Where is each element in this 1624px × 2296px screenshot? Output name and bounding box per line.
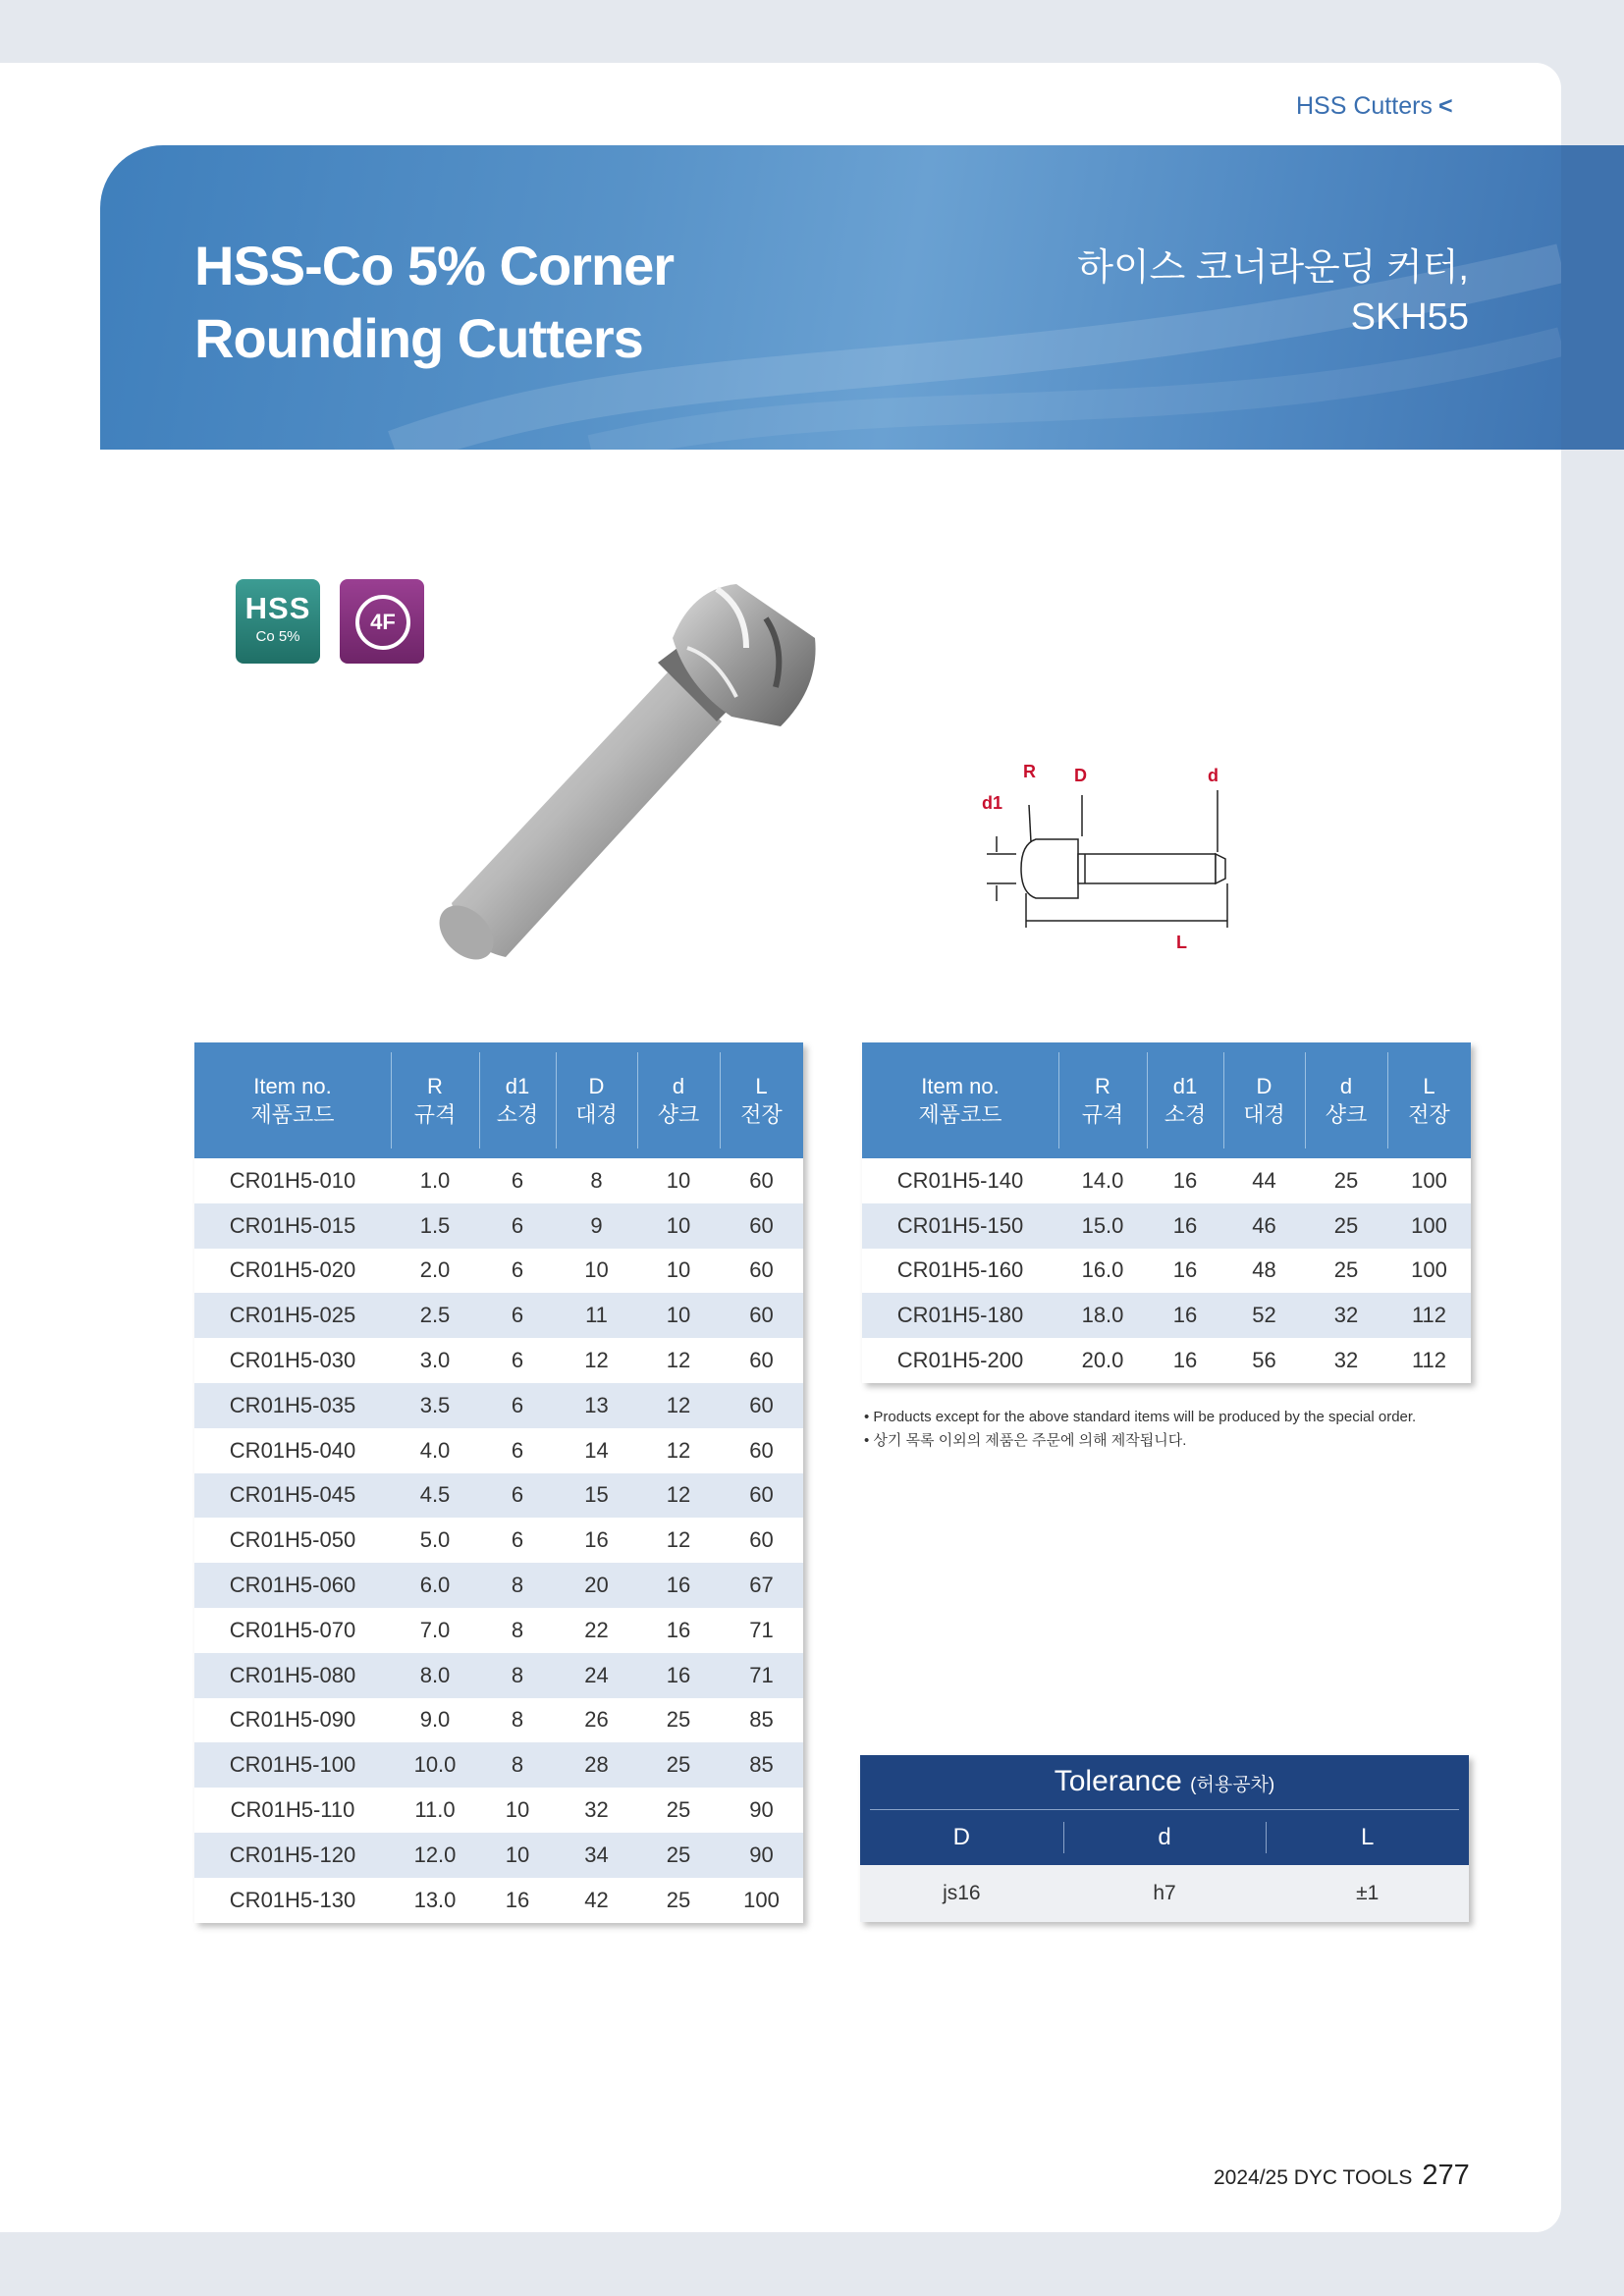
chevron-left-icon: < — [1437, 92, 1453, 120]
page-number: 277 — [1422, 2160, 1470, 2191]
spec-cell: 67 — [720, 1563, 803, 1608]
column-header-en: d — [672, 1074, 685, 1098]
table-row — [194, 1833, 803, 1878]
column-header-ko: 대경 — [1243, 1102, 1285, 1127]
section-label: HSS Cutters — [1296, 92, 1433, 120]
table-body — [862, 1158, 1471, 1383]
column-header — [556, 1042, 637, 1158]
item-code-cell: CR01H5-130 — [194, 1878, 391, 1923]
item-code-cell: CR01H5-040 — [194, 1428, 391, 1473]
cutter-product-image — [422, 579, 835, 972]
spec-cell: 60 — [720, 1383, 803, 1428]
tolerance-value-L: ±1 — [1356, 1882, 1380, 1904]
column-header-en: d — [1339, 1074, 1353, 1098]
spec-cell: 71 — [720, 1608, 803, 1653]
table-row — [194, 1653, 803, 1698]
column-header-ko: 규격 — [413, 1102, 457, 1127]
table-row — [194, 1878, 803, 1923]
spec-cell: 32 — [1305, 1293, 1387, 1338]
spec-cell: 100 — [1387, 1203, 1471, 1249]
column-header — [720, 1042, 803, 1158]
spec-cell: 25 — [1305, 1158, 1387, 1203]
spec-cell: 8 — [479, 1653, 556, 1698]
spec-cell: 12 — [637, 1518, 720, 1563]
spec-cell: 56 — [1223, 1338, 1305, 1383]
spec-cell: 8.0 — [391, 1653, 479, 1698]
spec-cell: 6 — [479, 1383, 556, 1428]
spec-cell: 10 — [637, 1158, 720, 1203]
column-header-ko: 전장 — [740, 1102, 783, 1127]
spec-cell: 15.0 — [1058, 1203, 1147, 1249]
spec-cell: 8 — [556, 1158, 637, 1203]
tolerance-value-D: js16 — [943, 1882, 981, 1904]
table-row — [194, 1249, 803, 1294]
column-header-en: L — [755, 1074, 768, 1098]
hss-co5-badge — [236, 579, 320, 664]
spec-cell: 10 — [637, 1293, 720, 1338]
spec-cell: 25 — [637, 1833, 720, 1878]
table-row — [862, 1158, 1471, 1203]
spec-cell: 71 — [720, 1653, 803, 1698]
table-row — [194, 1698, 803, 1743]
dimension-label-L: L — [1176, 933, 1187, 952]
column-header — [1387, 1042, 1471, 1158]
spec-cell: 6 — [479, 1203, 556, 1249]
spec-cell: 16 — [556, 1518, 637, 1563]
item-code-cell: CR01H5-090 — [194, 1698, 391, 1743]
column-header-en: L — [1423, 1074, 1435, 1098]
spec-cell: 18.0 — [1058, 1293, 1147, 1338]
table-row — [194, 1608, 803, 1653]
table-row — [862, 1249, 1471, 1294]
column-header-ko: 소경 — [496, 1102, 539, 1127]
spec-cell: 6 — [479, 1249, 556, 1294]
item-code-cell: CR01H5-060 — [194, 1563, 391, 1608]
spec-cell: 9.0 — [391, 1698, 479, 1743]
spec-cell: 12 — [637, 1383, 720, 1428]
page-edge-tab — [1561, 145, 1624, 450]
spec-cell: 60 — [720, 1249, 803, 1294]
spec-cell: 14 — [556, 1428, 637, 1473]
spec-cell: 34 — [556, 1833, 637, 1878]
spec-cell: 112 — [1387, 1338, 1471, 1383]
column-header — [862, 1042, 1058, 1158]
item-code-cell: CR01H5-030 — [194, 1338, 391, 1383]
table-row — [194, 1293, 803, 1338]
column-divider — [1223, 1052, 1224, 1148]
spec-cell: 1.5 — [391, 1203, 479, 1249]
spec-cell: 3.0 — [391, 1338, 479, 1383]
spec-cell: 16 — [1147, 1158, 1223, 1203]
table-row — [862, 1338, 1471, 1383]
spec-cell: 6 — [479, 1338, 556, 1383]
column-header — [637, 1042, 720, 1158]
spec-cell: 12.0 — [391, 1833, 479, 1878]
table-row — [194, 1742, 803, 1788]
spec-cell: 11 — [556, 1293, 637, 1338]
item-code-cell: CR01H5-100 — [194, 1742, 391, 1788]
column-header-ko: 제품코드 — [250, 1102, 335, 1127]
spec-cell: 14.0 — [1058, 1158, 1147, 1203]
page-footer — [1214, 2160, 1470, 2192]
table-header-row — [862, 1042, 1471, 1158]
page-title — [194, 230, 674, 375]
spec-cell: 12 — [637, 1473, 720, 1519]
spec-cell: 8 — [479, 1563, 556, 1608]
column-divider — [720, 1052, 721, 1148]
item-code-cell: CR01H5-045 — [194, 1473, 391, 1519]
item-code-cell: CR01H5-035 — [194, 1383, 391, 1428]
item-code-cell: CR01H5-200 — [862, 1338, 1058, 1383]
spec-cell: 24 — [556, 1653, 637, 1698]
spec-table-right — [862, 1042, 1471, 1383]
column-header-ko: 소경 — [1164, 1102, 1207, 1127]
tolerance-header — [860, 1755, 1469, 1865]
column-header-ko: 샹크 — [657, 1102, 700, 1127]
title-line-1: HSS-Co 5% Corner — [194, 235, 675, 296]
table-row — [194, 1563, 803, 1608]
flute-count-label: 4F — [355, 595, 410, 650]
spec-cell: 25 — [1305, 1203, 1387, 1249]
hss-badge-label: HSS — [244, 591, 311, 625]
tolerance-title — [860, 1765, 1469, 1798]
table-row — [194, 1203, 803, 1249]
column-header-en: D — [588, 1074, 605, 1098]
item-code-cell: CR01H5-020 — [194, 1249, 391, 1294]
item-code-cell: CR01H5-050 — [194, 1518, 391, 1563]
spec-cell: 90 — [720, 1833, 803, 1878]
item-code-cell: CR01H5-160 — [862, 1249, 1058, 1294]
dimension-label-R: R — [1023, 762, 1036, 781]
column-divider — [1387, 1052, 1388, 1148]
table-header-row — [194, 1042, 803, 1158]
spec-cell: 11.0 — [391, 1788, 479, 1833]
dimension-label-d1: d1 — [982, 793, 1003, 813]
spec-cell: 60 — [720, 1338, 803, 1383]
spec-cell: 4.0 — [391, 1428, 479, 1473]
spec-cell: 26 — [556, 1698, 637, 1743]
column-header-en: d1 — [505, 1074, 530, 1098]
spec-cell: 90 — [720, 1788, 803, 1833]
tolerance-values — [860, 1865, 1469, 1922]
section-tag — [1296, 92, 1453, 121]
spec-cell: 6 — [479, 1473, 556, 1519]
spec-cell: 16.0 — [1058, 1249, 1147, 1294]
spec-cell: 85 — [720, 1742, 803, 1788]
spec-cell: 13 — [556, 1383, 637, 1428]
spec-cell: 100 — [1387, 1249, 1471, 1294]
spec-cell: 44 — [1223, 1158, 1305, 1203]
column-header — [391, 1042, 479, 1158]
spec-cell: 8 — [479, 1698, 556, 1743]
spec-cell: 20.0 — [1058, 1338, 1147, 1383]
spec-cell: 6.0 — [391, 1563, 479, 1608]
column-divider — [556, 1052, 557, 1148]
column-header-ko: 대경 — [575, 1102, 618, 1127]
note-english: • Products except for the above standard items will be produced by the special order. — [864, 1409, 1417, 1425]
tolerance-col-L: L — [1266, 1810, 1469, 1865]
spec-cell: 2.0 — [391, 1249, 479, 1294]
dimension-diagram — [972, 756, 1345, 962]
spec-cell: 52 — [1223, 1293, 1305, 1338]
spec-cell: 10 — [637, 1203, 720, 1249]
spec-cell: 85 — [720, 1698, 803, 1743]
table-body — [194, 1158, 803, 1923]
item-code-cell: CR01H5-070 — [194, 1608, 391, 1653]
spec-cell: 60 — [720, 1473, 803, 1519]
spec-cell: 16 — [1147, 1203, 1223, 1249]
spec-cell: 6 — [479, 1518, 556, 1563]
spec-cell: 16 — [637, 1563, 720, 1608]
item-code-cell: CR01H5-080 — [194, 1653, 391, 1698]
table-row — [862, 1293, 1471, 1338]
table-row — [862, 1203, 1471, 1249]
tolerance-title-en: Tolerance — [1054, 1765, 1182, 1797]
column-divider — [479, 1052, 480, 1148]
catalog-name: 2024/25 DYC TOOLS — [1214, 2166, 1413, 2189]
spec-cell: 25 — [637, 1878, 720, 1923]
tolerance-col-d: d — [1063, 1810, 1267, 1865]
spec-cell: 16 — [1147, 1293, 1223, 1338]
spec-cell: 10.0 — [391, 1742, 479, 1788]
column-header-en: R — [427, 1074, 443, 1098]
table-row — [194, 1473, 803, 1519]
spec-cell: 8 — [479, 1742, 556, 1788]
spec-cell: 13.0 — [391, 1878, 479, 1923]
column-divider — [1305, 1052, 1306, 1148]
spec-cell: 2.5 — [391, 1293, 479, 1338]
title-line-2: Rounding Cutters — [194, 307, 643, 369]
spec-cell: 6 — [479, 1158, 556, 1203]
column-header — [1147, 1042, 1223, 1158]
spec-cell: 25 — [637, 1788, 720, 1833]
spec-table-left — [194, 1042, 803, 1923]
korean-title: 하이스 코너라운딩 커터, — [1077, 247, 1469, 289]
spec-cell: 10 — [479, 1833, 556, 1878]
column-header-en: Item no. — [921, 1074, 1000, 1098]
korean-subtitle — [1077, 243, 1469, 342]
column-header-ko: 규격 — [1081, 1102, 1124, 1127]
column-header — [1058, 1042, 1147, 1158]
spec-cell: 12 — [637, 1338, 720, 1383]
spec-cell: 5.0 — [391, 1518, 479, 1563]
spec-cell: 4.5 — [391, 1473, 479, 1519]
co-badge-label: Co 5% — [255, 628, 300, 645]
spec-cell: 60 — [720, 1518, 803, 1563]
spec-cell: 60 — [720, 1158, 803, 1203]
column-divider — [1058, 1052, 1059, 1148]
special-order-notes — [864, 1406, 1416, 1453]
spec-cell: 3.5 — [391, 1383, 479, 1428]
spec-cell: 100 — [720, 1878, 803, 1923]
table-row — [194, 1338, 803, 1383]
spec-cell: 32 — [556, 1788, 637, 1833]
four-flute-badge — [340, 579, 424, 664]
spec-cell: 10 — [556, 1249, 637, 1294]
column-divider — [637, 1052, 638, 1148]
tolerance-col-D: D — [952, 1824, 970, 1850]
dimension-label-d: d — [1208, 766, 1218, 785]
spec-cell: 16 — [637, 1608, 720, 1653]
column-header-en: R — [1095, 1074, 1110, 1098]
spec-cell: 25 — [637, 1698, 720, 1743]
spec-cell: 16 — [637, 1653, 720, 1698]
spec-cell: 12 — [637, 1428, 720, 1473]
column-header — [194, 1042, 391, 1158]
table-row — [194, 1158, 803, 1203]
spec-cell: 20 — [556, 1563, 637, 1608]
item-code-cell: CR01H5-010 — [194, 1158, 391, 1203]
table-row — [194, 1788, 803, 1833]
item-code-cell: CR01H5-120 — [194, 1833, 391, 1878]
spec-cell: 100 — [1387, 1158, 1471, 1203]
spec-cell: 7.0 — [391, 1608, 479, 1653]
spec-cell: 32 — [1305, 1338, 1387, 1383]
material-grade: SKH55 — [1350, 296, 1469, 338]
spec-cell: 1.0 — [391, 1158, 479, 1203]
spec-cell: 6 — [479, 1293, 556, 1338]
item-code-cell: CR01H5-140 — [862, 1158, 1058, 1203]
item-code-cell: CR01H5-180 — [862, 1293, 1058, 1338]
spec-cell: 48 — [1223, 1249, 1305, 1294]
item-code-cell: CR01H5-110 — [194, 1788, 391, 1833]
spec-cell: 9 — [556, 1203, 637, 1249]
column-divider — [1147, 1052, 1148, 1148]
spec-cell: 112 — [1387, 1293, 1471, 1338]
column-header — [479, 1042, 556, 1158]
spec-cell: 10 — [637, 1249, 720, 1294]
column-header-en: D — [1256, 1074, 1272, 1098]
spec-cell: 46 — [1223, 1203, 1305, 1249]
title-banner — [100, 145, 1561, 450]
spec-cell: 16 — [479, 1878, 556, 1923]
spec-cell: 16 — [1147, 1338, 1223, 1383]
tolerance-columns — [860, 1810, 1469, 1865]
column-divider — [391, 1052, 392, 1148]
spec-cell: 12 — [556, 1338, 637, 1383]
item-code-cell: CR01H5-150 — [862, 1203, 1058, 1249]
column-header-ko: 전장 — [1408, 1102, 1450, 1127]
column-header — [1305, 1042, 1387, 1158]
spec-cell: 22 — [556, 1608, 637, 1653]
column-header-ko: 샹크 — [1325, 1102, 1368, 1127]
note-korean: • 상기 목록 이외의 제품은 주문에 의해 제작됩니다. — [864, 1432, 1187, 1449]
spec-cell: 25 — [1305, 1249, 1387, 1294]
spec-cell: 16 — [1147, 1249, 1223, 1294]
spec-cell: 8 — [479, 1608, 556, 1653]
table-row — [194, 1383, 803, 1428]
spec-cell: 60 — [720, 1203, 803, 1249]
spec-cell: 15 — [556, 1473, 637, 1519]
spec-cell: 28 — [556, 1742, 637, 1788]
spec-cell: 60 — [720, 1293, 803, 1338]
tolerance-table — [860, 1755, 1469, 1922]
column-header — [1223, 1042, 1305, 1158]
spec-cell: 42 — [556, 1878, 637, 1923]
table-row — [194, 1428, 803, 1473]
column-header-en: Item no. — [253, 1074, 332, 1098]
item-code-cell: CR01H5-025 — [194, 1293, 391, 1338]
spec-cell: 60 — [720, 1428, 803, 1473]
spec-cell: 25 — [637, 1742, 720, 1788]
table-row — [194, 1518, 803, 1563]
spec-cell: 6 — [479, 1428, 556, 1473]
item-code-cell: CR01H5-015 — [194, 1203, 391, 1249]
tolerance-value-d: h7 — [1153, 1882, 1176, 1904]
column-header-en: d1 — [1172, 1074, 1198, 1098]
column-header-ko: 제품코드 — [918, 1102, 1002, 1127]
tolerance-title-ko: (허용공차) — [1190, 1775, 1275, 1795]
spec-cell: 10 — [479, 1788, 556, 1833]
dimension-label-D: D — [1074, 766, 1087, 785]
